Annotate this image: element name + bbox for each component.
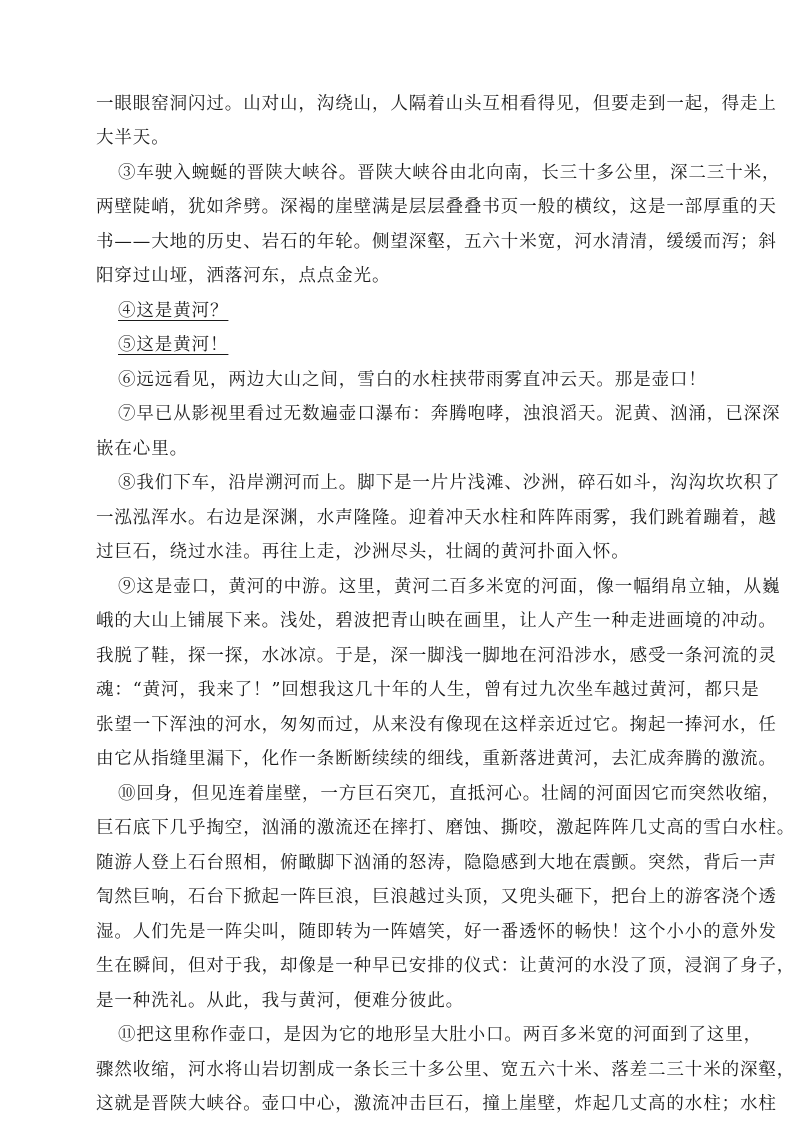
text-line: 湿。人们先是一阵尖叫，随即转为一阵嬉笑，好一番透怀的畅快！这个小小的意外发 <box>96 922 777 942</box>
text-line: 由它从指缝里漏下，化作一条断断续续的细线，重新落进黄河，去汇成奔腾的激流。 <box>96 749 777 769</box>
text-line: 随游人登上石台照相，俯瞰脚下汹涌的怒涛，隐隐感到大地在震颤。突然，背后一声 <box>96 853 777 873</box>
text-line: 过巨石，绕过水洼。再往上走，沙洲尽头，壮阔的黄河扑面入怀。 <box>96 542 630 562</box>
text-line: 骤然收缩，河水将山岩切割成一条长三十多公里、宽五六十米、落差二三十米的深壑， <box>96 1060 796 1080</box>
text-line: 大半天。 <box>96 128 170 148</box>
text-line: 魂：“黄河，我来了！”回想我这几十年的人生，曾有过九次坐车越过黄河，都只是 <box>96 680 760 700</box>
text-line: 一眼眼窑洞闪过。山对山，沟绕山，人隔着山头互相看得见，但要走到一起，得走上 <box>96 94 777 114</box>
text-line: 峨的大山上铺展下来。浅处，碧波把青山映在画里，让人产生一种走进画境的冲动。 <box>96 611 777 631</box>
underlined-sentence: ⑤这是黄河！ <box>118 335 229 355</box>
paragraph-8-line: ⑧我们下车，沿岸溯河而上。脚下是一片片浅滩、沙洲，碎石如斗，沟沟坎坎积了 <box>118 473 781 493</box>
text-line: 一泓泓浑水。右边是深渊，水声隆隆。迎着冲天水柱和阵阵雨雾，我们跳着蹦着，越 <box>96 508 777 528</box>
paragraph-3-line: ③车驶入蜿蜒的晋陕大峡谷。晋陕大峡谷由北向南，长三十多公里，深二三十米， <box>118 163 781 183</box>
text-line: 张望一下浑浊的河水，匆匆而过，从来没有像现在这样亲近过它。掬起一捧河水，任 <box>96 715 777 735</box>
text-line: 是一种洗礼。从此，我与黄河，便难分彼此。 <box>96 991 464 1011</box>
paragraph-4-line <box>118 299 706 323</box>
text-line: 这就是晋陕大峡谷。壶口中心，激流冲击巨石，撞上崖壁，炸起几丈高的水柱；水柱 <box>96 1094 777 1114</box>
text-line: 生在瞬间，但对于我，却像是一种早已安排的仪式：让黄河的水没了顶，浸润了身子， <box>96 956 796 976</box>
text-line: 巨石底下几乎掏空，汹涌的激流还在摔打、磨蚀、撕咬，激起阵阵几丈高的雪白水柱。 <box>96 818 796 838</box>
text-line: 阳穿过山垭，洒落河东，点点金光。 <box>96 266 391 286</box>
paragraph-9-line: ⑨这是壶口，黄河的中游。这里，黄河二百多米宽的河面，像一幅绢帛立轴，从巍 <box>118 577 781 597</box>
text-line: 我脱了鞋，探一探，水冰凉。于是，深一脚浅一脚地在河沿涉水，感受一条河流的灵 <box>96 646 777 666</box>
paragraph-7-line: ⑦早已从影视里看过无数遍壶口瀑布：奔腾咆哮，浊浪滔天。泥黄、汹涌，已深深 <box>118 404 781 424</box>
text-line: 嵌在心里。 <box>96 439 188 459</box>
text-line: 两壁陡峭，犹如斧劈。深褐的崖壁满是层层叠叠书页一般的横纹，这是一部厚重的天 <box>96 197 777 217</box>
paragraph-6-line: ⑥远远看见，两边大山之间，雪白的水柱挟带雨雾直冲云天。那是壶口！ <box>118 370 707 390</box>
paragraph-11-line: ⑪把这里称作壶口，是因为它的地形呈大肚小口。两百多米宽的河面到了这里， <box>118 1025 762 1045</box>
underlined-sentence: ④这是黄河？ <box>118 301 229 321</box>
text-line: 訇然巨响，石台下掀起一阵巨浪，巨浪越过头顶，又兜头砸下，把台上的游客浇个透 <box>96 887 777 907</box>
text-line: 书——大地的历史、岩石的年轮。侧望深壑，五六十米宽，河水清清，缓缓而泻；斜 <box>96 232 777 252</box>
paragraph-5-line <box>118 333 706 357</box>
paragraph-10-line: ⑩回身，但见连着崖壁，一方巨石突兀，直抵河心。壮阔的河面因它而突然收缩， <box>118 784 781 804</box>
